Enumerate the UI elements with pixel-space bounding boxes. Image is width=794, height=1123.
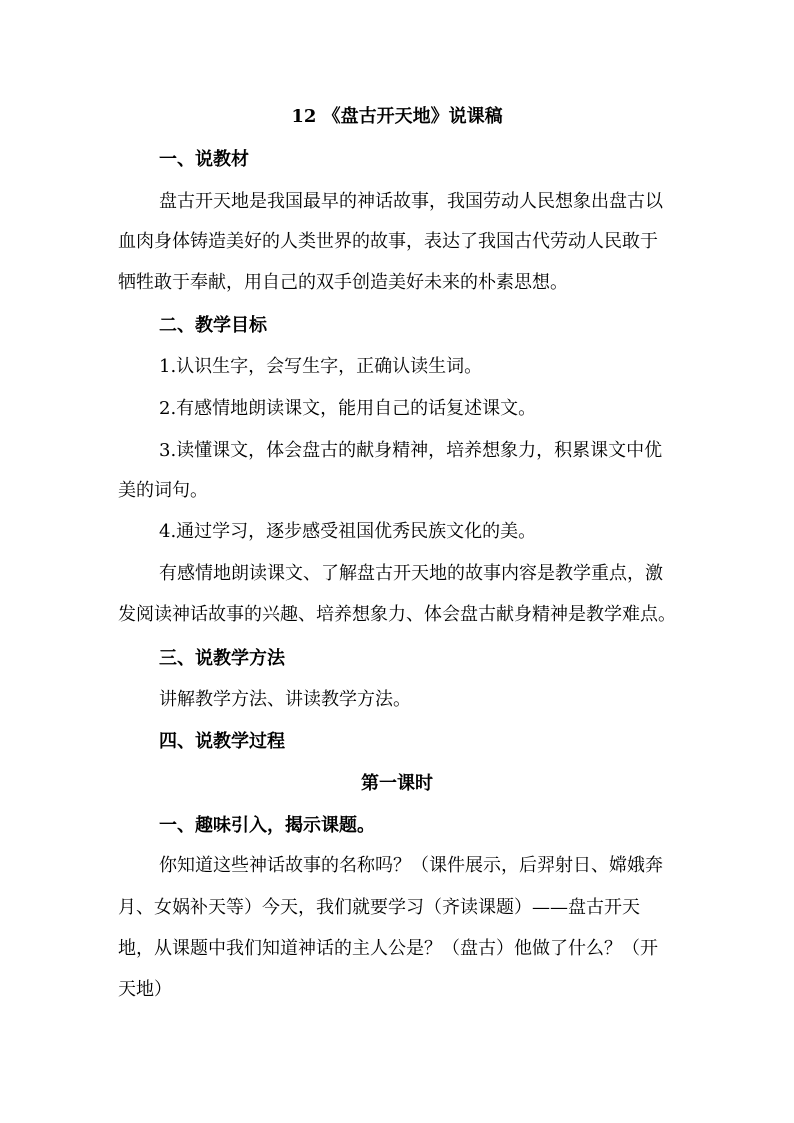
goal-item: 4.通过学习，逐步感受祖国优秀民族文化的美。 [159, 521, 537, 542]
paragraph-line: 发阅读神话故事的兴趣、培养想象力、体会盘古献身精神是教学难点。 [118, 604, 676, 625]
paragraph-line: 盘古开天地是我国最早的神话故事，我国劳动人民想象出盘古以 [159, 191, 663, 212]
section-heading-teaching-material: 一、说教材 [159, 149, 249, 170]
section-heading-teaching-process: 四、说教学过程 [159, 731, 285, 752]
lesson-heading: 第一课时 [361, 773, 433, 794]
paragraph-line: 地，从课题中我们知道神话的主人公是？（盘古）他做了什么？（开 [118, 938, 658, 959]
paragraph-line: 月、女娲补天等）今天，我们就要学习（齐读课题）——盘古开天 [118, 897, 640, 918]
paragraph-line: 血肉身体铸造美好的人类世界的故事，表达了我国古代劳动人民敢于 [118, 231, 658, 252]
goal-item: 2.有感情地朗读课文，能用自己的话复述课文。 [159, 398, 537, 419]
paragraph-line: 讲解教学方法、讲读教学方法。 [159, 689, 411, 710]
goal-item: 美的词句。 [118, 480, 208, 501]
paragraph-line: 有感情地朗读课文、了解盘古开天地的故事内容是教学重点，激 [159, 563, 663, 584]
step-heading: 一、趣味引入，揭示课题。 [159, 815, 375, 836]
goal-item: 3.读懂课文，体会盘古的献身精神，培养想象力，积累课文中优 [159, 440, 663, 461]
document-title: 12 《盘古开天地》说课稿 [291, 106, 503, 127]
section-heading-teaching-methods: 三、说教学方法 [159, 648, 285, 669]
goal-item: 1.认识生字，会写生字，正确认读生词。 [159, 356, 483, 377]
paragraph-line: 天地） [118, 979, 172, 1000]
section-heading-teaching-goals: 二、教学目标 [159, 315, 267, 336]
paragraph-line: 牺牲敢于奉献，用自己的双手创造美好未来的朴素思想。 [118, 272, 568, 293]
paragraph-line: 你知道这些神话故事的名称吗？（课件展示，后羿射日、嫦娥奔 [159, 855, 663, 876]
